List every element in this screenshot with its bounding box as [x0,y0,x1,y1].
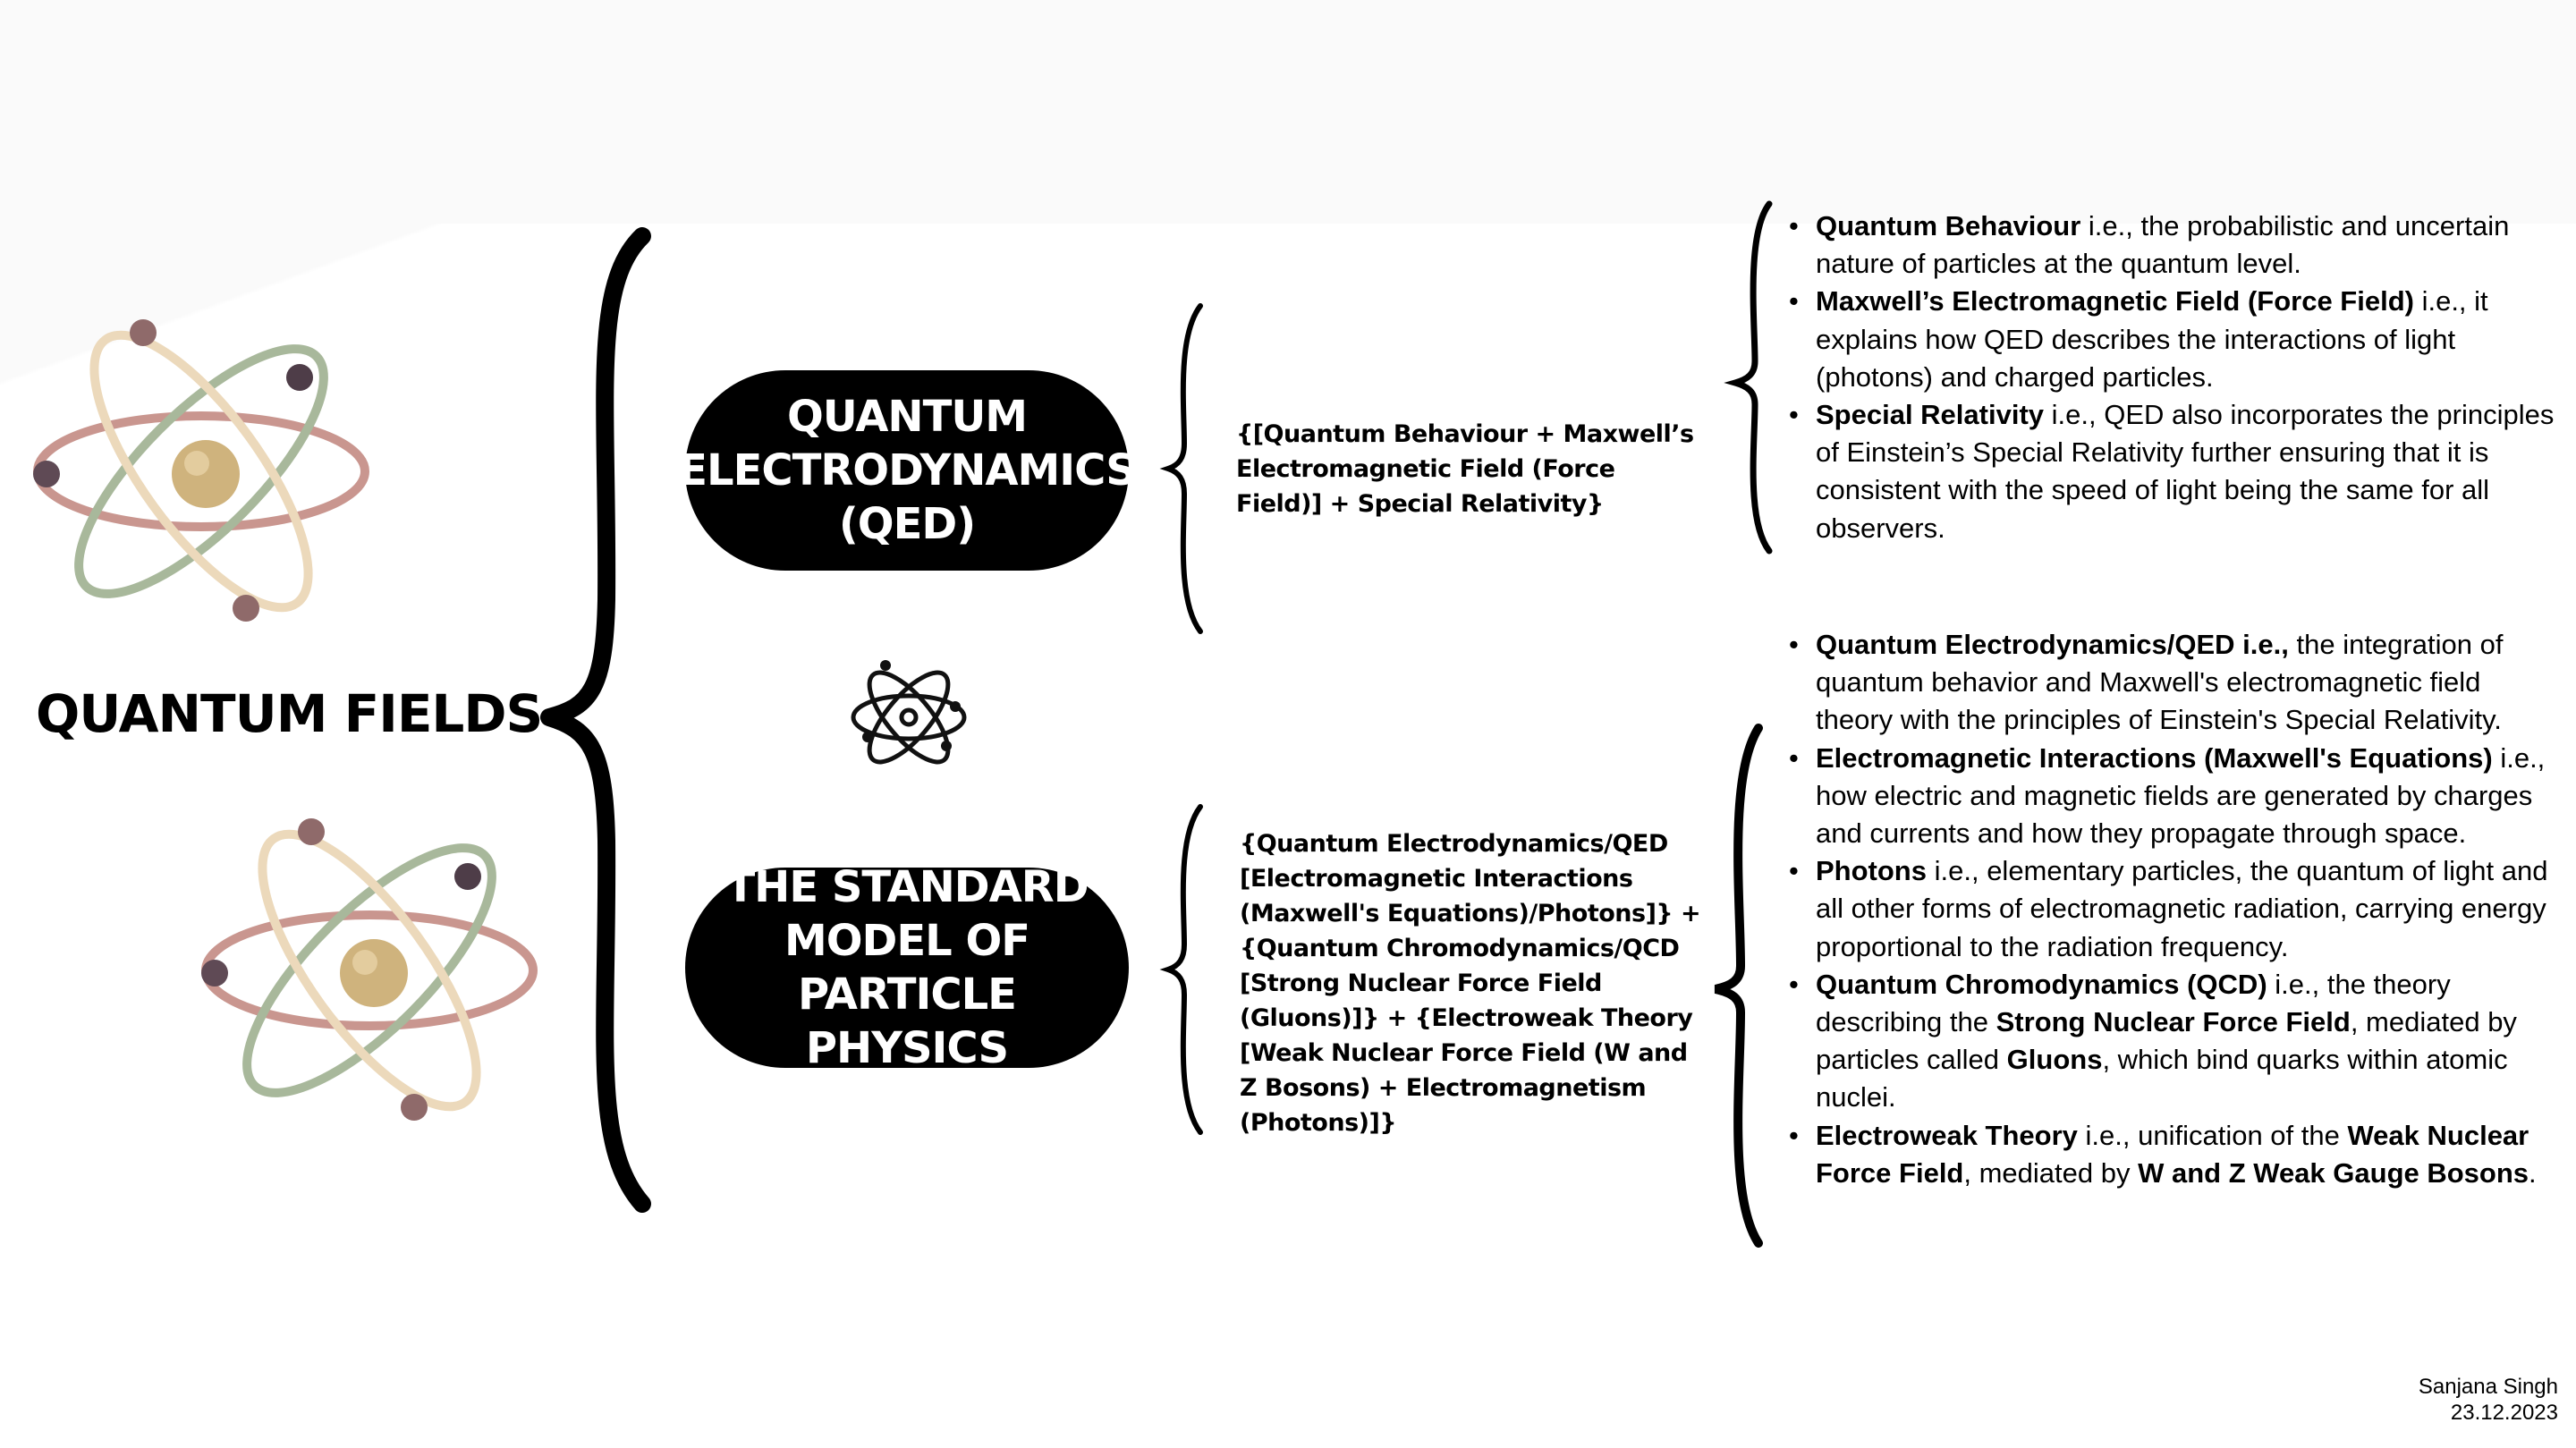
list-item: • Photons i.e., elementary particles, the quantum of light and all other forms of electromagnetic radiation, carrying energy proportional to the radiation frequency. [1785,852,2555,966]
pill-qed: QUANTUM ELECTRODYNAMICS (QED) [685,370,1129,571]
main-title: QUANTUM FIELDS [36,683,543,744]
list-item: • Electromagnetic Interactions (Maxwell's Equations) i.e., how electric and magnetic fields are generated by charges and currents and how they propagate through space. [1785,740,2555,853]
list-item: • Electroweak Theory i.e., unification of the Weak Nuclear Force Field, mediated by W and Z Weak Gauge Bosons. [1785,1117,2555,1192]
brace-main [537,224,662,1216]
list-item: • Quantum Electrodynamics/QED i.e., the integration of quantum behavior and Maxwell's electromagnetic field theory with the principles of Einstein's Special Relativity. [1785,626,2555,740]
standard-model-points-list [1785,626,2555,1192]
list-item: • Quantum Behaviour i.e., the probabilistic and uncertain nature of particles at the quantum level. [1785,207,2555,283]
list-item: • Maxwell’s Electromagnetic Field (Force Field) i.e., it explains how QED describes the interactions of light (photons) and charged particles. [1785,283,2555,396]
signature-date: 23.12.2023 [2450,1401,2558,1425]
brace-list-qed [1728,199,1782,556]
formula-standard-model: {Quantum Electrodynamics/QED [Electromagnetic Interactions (Maxwell's Equations)/Photons]} + {Quantum Chromodynamics/QCD [Strong Nuclear Force Field (Gluons)]} + {Electroweak Theory [Weak Nuclear Force Field (W and Z Bosons) + Electromagnetism (Photons)]} [1240,830,1701,1137]
signature [2419,1374,2558,1426]
atom-icon-small [846,653,971,778]
formula-qed: {[Quantum Behaviour + Maxwell’s Electromagnetic Field (Force Field)] + Special Relativity} [1236,420,1694,518]
background-band [0,0,2576,224]
atom-icon-bottom [195,803,553,1134]
qed-points-list [1785,207,2555,547]
brace-formula-sm [1163,801,1216,1138]
author-name: Sanjana Singh [2418,1375,2558,1399]
list-item: • Quantum Chromodynamics (QCD) i.e., the theory describing the Strong Nuclear Force Field, mediated by particles called Gluons, which bind quarks within atomic nuclei. [1785,966,2555,1117]
list-item: • Special Relativity i.e., QED also incorporates the principles of Einstein’s Special Relativity further ensuring that it is consistent with the speed of light being the same for all observers. [1785,396,2555,547]
brace-formula-qed [1163,301,1216,637]
brace-list-sm [1708,723,1771,1249]
pill-standard-model: THE STANDARD MODEL OF PARTICLE PHYSICS [685,868,1129,1068]
atom-icon-top [27,304,385,635]
